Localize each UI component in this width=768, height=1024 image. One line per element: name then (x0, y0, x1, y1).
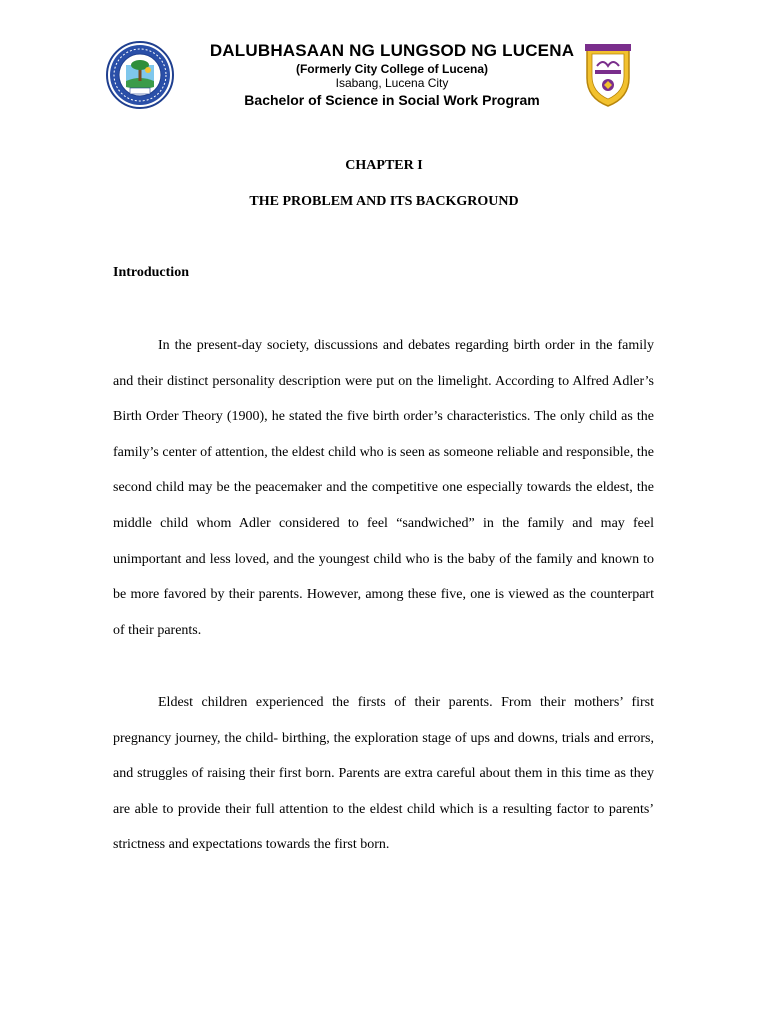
program-name: Bachelor of Science in Social Work Program (244, 92, 540, 108)
program-shield-icon (583, 42, 633, 108)
letterhead (190, 40, 594, 109)
former-name: (Formerly City College of Lucena) (295, 62, 489, 76)
chapter-title: THE PROBLEM AND ITS BACKGROUND (249, 194, 519, 209)
body-paragraph: In the present-day society, discussions and debates regarding birth order in the family and their distinct personality description were put on the limelight. According to Alfred Adler’s Birth Order Theory (1900), he stated the five birth order’s characteristics. The only child as the family’s center of attention, the eldest child who is seen as someone reliable and responsible, the second child may be the peacemaker and the competitive one especially towards the eldest, the middle child whom Adler considered to feel “sandwiched” in the family and may feel unimportant and less loved, and the youngest child who is the baby of the family and known to be more favored by their parents. However, among these five, one is viewed as the counterpart of their parents. (113, 338, 654, 638)
body-paragraph: Eldest children experienced the firsts of their parents. From their mothers’ first pregnancy journey, the child- birthing, the exploration stage of ups and downs, trials and errors, and struggles of raising their first born. Parents are extra careful about them in this time as they are able to provide their full attention to the eldest child which is a resulting factor to parents’ strictness and expectations towards the first born. (113, 695, 654, 853)
institution-address: Isabang, Lucena City (335, 76, 449, 90)
section-heading: Introduction (113, 265, 189, 280)
chapter-number: CHAPTER I (345, 158, 423, 173)
institution-name: DALUBHASAAN NG LUNGSOD NG LUCENA (209, 41, 575, 60)
college-seal-icon (106, 41, 174, 109)
